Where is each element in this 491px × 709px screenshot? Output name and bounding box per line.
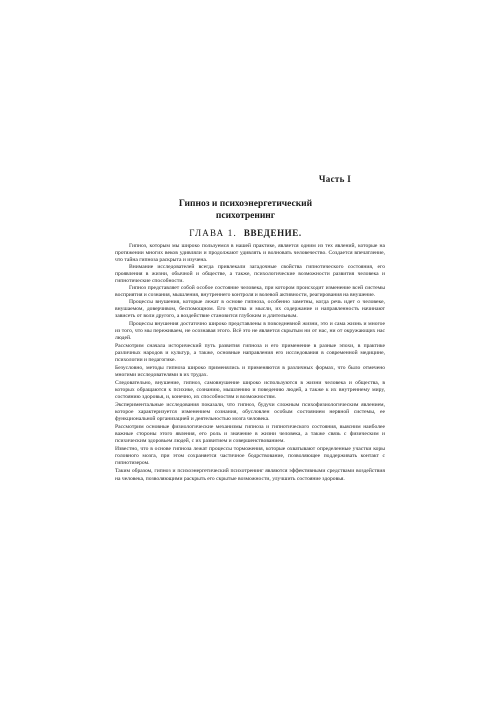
chapter-label: ГЛАВА 1. [189,228,237,238]
body-paragraph: Экспериментальные исследования показали, что гипноз, будучи сложным психофизиологическим явлением, которое характеризуется изменением сознания, обусловлен особым состоянием нервной системы, ее функциональной организацией и деятельностью мозга человека. [115,402,385,423]
chapter-title: ВВЕДЕНИЕ. [243,228,302,238]
part-title [0,198,491,222]
body-paragraph: Гипноз, которым мы широко пользуемся в нашей практике, является одним из тех явлений, которые на протяжении многих веков удивляли и продолжают удивлять и волновать человечество. Создается впечатление, что тайна гипноза раскрыта и изучена. [115,243,385,264]
body-paragraph: Процессы внушения достаточно широко представлены в повседневной жизни, это и сама жизнь и многое из того, что мы переживаем, не осознавая этого. Всё это не является скрытым ни от нас, ни от окружающих нас людей. [115,320,385,341]
part-title-line: Гипноз и психоэнергетический [178,199,313,209]
part-label: Часть I [318,174,351,184]
body-paragraph: Рассмотрим основные физиологические механизмы гипноза и гипнотического состояния, выясним наиболее важные стороны этого явления, его роль и значение в жизни человека, а также связь с физическим и психическим здоровьем людей, с их развитием и совершенствованием. [115,424,385,445]
body-text [115,243,385,483]
body-paragraph: Известно, что в основе гипноза лежат процессы торможения, которые охватывают определенные участки коры головного мозга, при этом сохраняется частичное бодрствование, позволяющее поддерживать контакт с гипнотизером. [115,446,385,467]
body-paragraph: Следовательно, внушение, гипноз, самовнушение широко используются в жизни человека и общества, в которых обращаются к психике, сознанию, мышлению и поведению людей, а также к их внутреннему миру, состоянию здоровья, и, конечно, их способностям и возможностям. [115,379,385,400]
part-title-line: психотренинг [215,211,276,221]
body-paragraph: Гипноз представляет собой особое состояние человека, при котором происходит изменение всей системы восприятия и сознания, мышления, внутреннего контроля и волевой активности, реагирования на внушение. [115,285,385,299]
body-paragraph: Рассмотрим сначала исторический путь развития гипноза и его применение в разные эпохи, в практике различных народов и культур, а также, основные направления его исследования в современной медицине, психологии и педагогике. [115,342,385,363]
body-paragraph: Процессы внушения, которые лежат в основе гипноза, особенно заметны, когда речь идет о человеке, внушаемом, доверчивом, беспомощном. Его чувства и мысли, их содержание и направленность начинают зависеть от воли другого, а воздействие становится глубоким и длительным. [115,299,385,320]
body-paragraph: Таким образом, гипноз и психоэнергетический психотренинг являются эффективными средствами воздействия на человека, позволяющими раскрыть его скрытые возможности, улучшить состояние здоровья. [115,468,385,482]
body-paragraph: Внимание исследователей всегда привлекали загадочные свойства гипнотического состояния, его проявления в жизни, обычной и обществе, а также, психологические возможности развития человека и гипнотические способности. [115,264,385,285]
body-paragraph: Безусловно, методы гипноза широко применялись и применяются в различных формах, что было отмечено многими исследователями в их трудах. [115,364,385,378]
chapter-heading [0,228,491,238]
